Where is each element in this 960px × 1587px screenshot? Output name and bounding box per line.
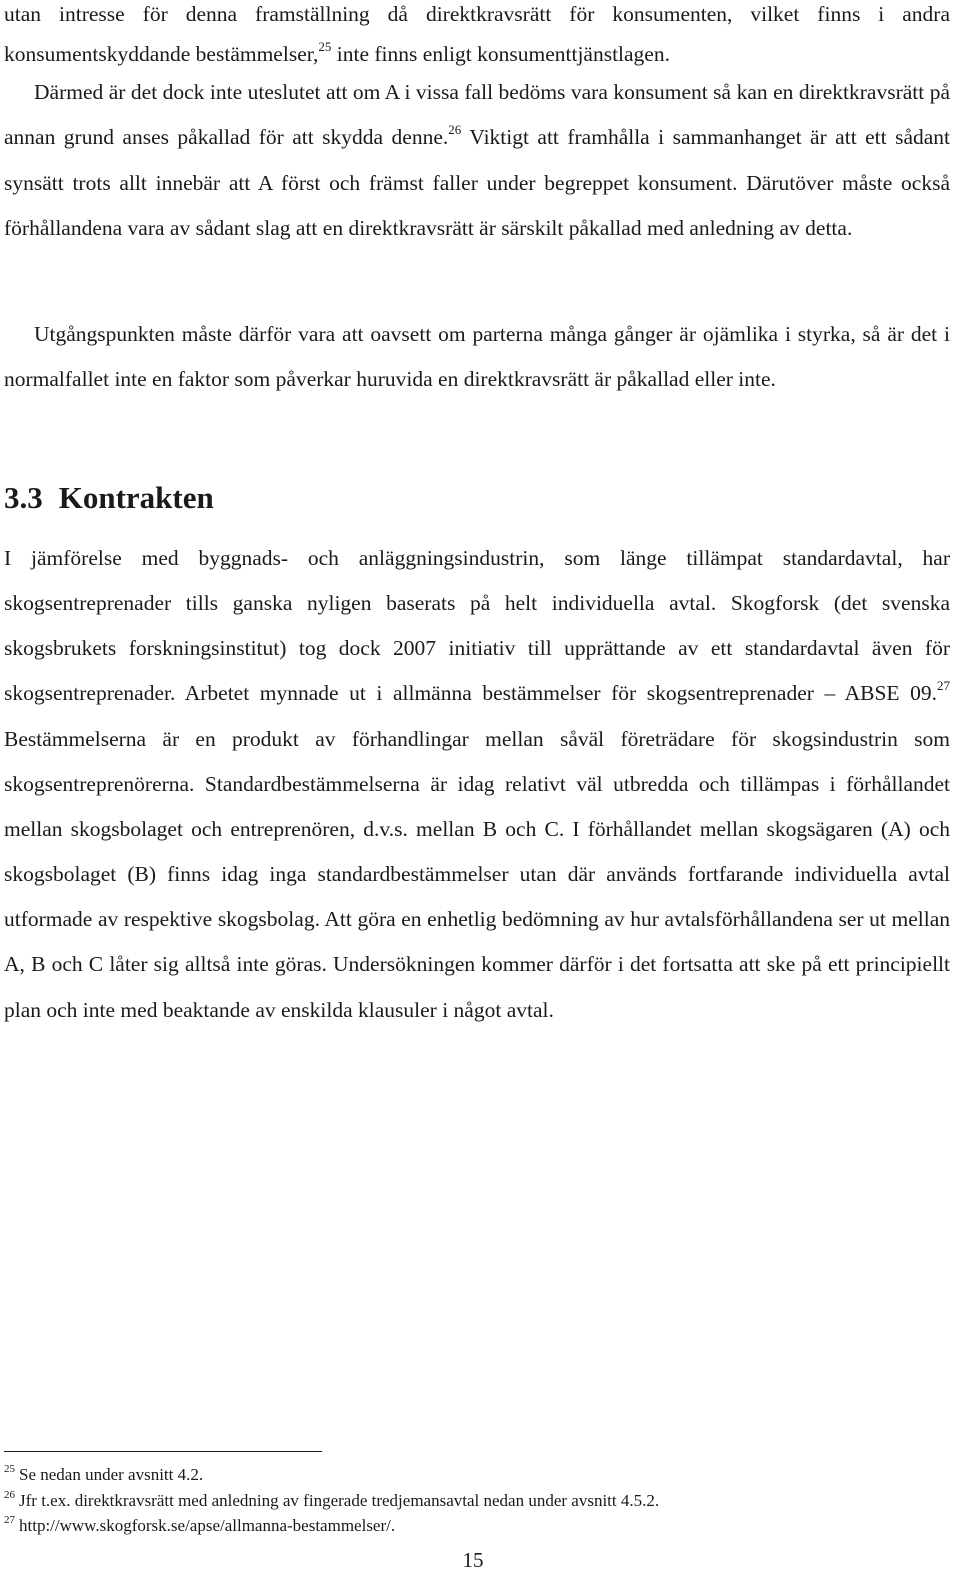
paragraph-text: inte finns enligt konsumenttjänstlagen.: [331, 42, 670, 66]
paragraph-direct-claim: [4, 70, 950, 251]
footnote-ref-27[interactable]: 27: [937, 678, 950, 694]
paragraph-text: utan intresse för denna framställning då direktkravsrätt för konsumenten, vilket finns i andra konsumentskyddande bestämmelser,: [4, 2, 950, 66]
section-number: 3.3: [4, 480, 43, 515]
footnote-ref-26[interactable]: 26: [448, 122, 462, 138]
paragraph-contracts: [4, 536, 950, 1033]
paragraph-starting-point: Utgångspunkten måste därför vara att oavsett om parterna många gånger är ojämlika i styrka, så är det i normalfallet inte en faktor som påverkar huruvida en direktkravsrätt är påkallad eller inte.: [4, 322, 950, 392]
footnotes: [4, 1462, 950, 1539]
paragraph-text: Därmed är det dock inte uteslutet att om A i vissa fall bedöms vara konsument så kan en direktkravsrätt på annan grund anses påkallad för att skydda denne.: [4, 80, 950, 150]
paragraph-text: Bestämmelserna är en produkt av förhandlingar mellan såväl företrädare för skogsindustrin som skogsentreprenörerna. Standardbestämmelserna är idag relativt väl utbredda och tillämpas i förhållandet mellan skogsbolaget och entreprenören, d.v.s. mellan B och C. I förhållandet mellan skogsägaren (A) och skogsbolaget (B) finns idag inga standardbestämmelser utan där används fortfarande individuella avtal utformade av respektive skogsbolag. Att göra en enhetlig bedömning av hur avtalsförhållandena ser ut mellan A, B och C låter sig alltså inte göras. Undersökningen kommer därför i det fortsatta att ske på ett principiellt plan och inte med beaktande av enskilda klausuler i något avtal.: [4, 726, 950, 1022]
footnote-number: 26: [4, 1488, 15, 1501]
footnote-ref-25[interactable]: 25: [318, 38, 332, 54]
footnote-text: Se nedan under avsnitt 4.2.: [19, 1465, 204, 1484]
footnote-number: 25: [4, 1463, 15, 1476]
paragraph-text: Viktigt att framhålla i sammanhanget är att ett sådant synsätt trots allt innebär att A först och främst faller under begreppet konsument. Därutöver måste också förhållandena vara av sådant slag att en direktkravsrätt är särskilt påkallad med anledning av detta.: [4, 125, 950, 240]
footnote-25: [4, 1462, 950, 1488]
section-heading: [4, 478, 214, 518]
footnote-link[interactable]: http://www.skogforsk.se/apse/allmanna-bestammelser/.: [19, 1516, 396, 1535]
section-title: Kontrakten: [58, 480, 214, 515]
footnote-number: 27: [4, 1514, 15, 1527]
footnote-divider: [4, 1451, 322, 1452]
footnote-27: [4, 1513, 950, 1539]
paragraph-consumer-intro: [4, 0, 950, 74]
footnote-26: [4, 1488, 950, 1514]
footnote-text: Jfr t.ex. direktkravsrätt med anledning av fingerade tredjemansavtal nedan under avsnitt 4.5.2.: [19, 1490, 660, 1510]
paragraph-text: I jämförelse med byggnads- och anläggningsindustrin, som länge tillämpat standardavtal, har skogsentreprenader tills ganska nyligen baserats på helt individuella avtal. Skogforsk (det svenska skogsbrukets forskningsinstitut) tog dock 2007 initiativ till upprättande av ett standardavtal även för skogsentreprenader. Arbetet mynnade ut i allmänna bestämmelser för skogsentreprenader – ABSE 09.: [4, 546, 950, 706]
page-number: 15: [462, 1548, 484, 1572]
